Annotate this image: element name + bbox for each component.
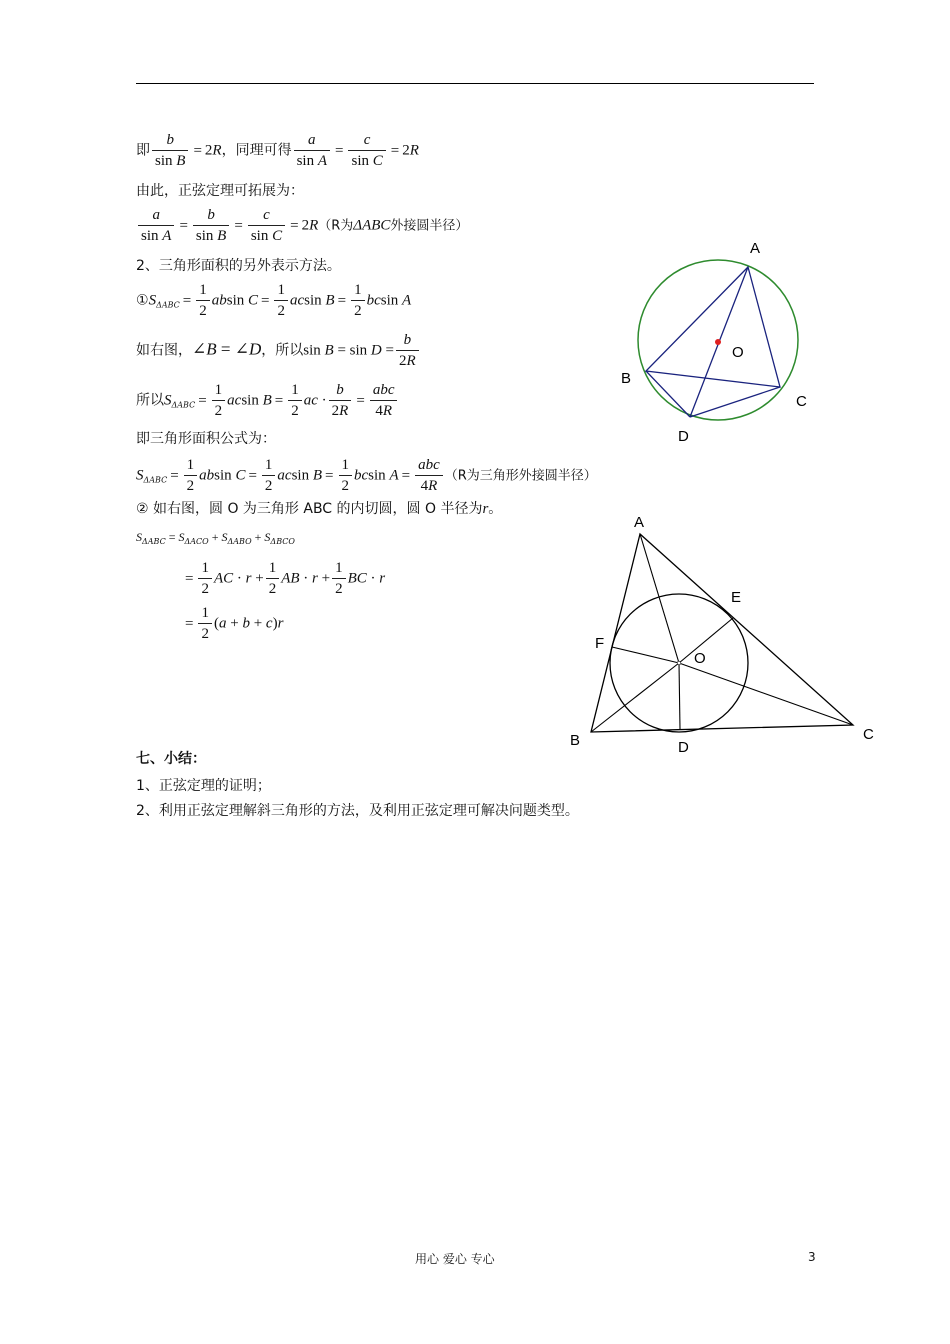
label-o: O bbox=[732, 344, 744, 361]
text: ① bbox=[136, 292, 149, 309]
formula-line-extended: $\frac{a}{\text{sin A}}$ = $\frac{b}{\text{sin B}}$ = $\frac{c}{\text{sin C}}$ = 2R（R为ΔABC外接圆半径） bbox=[136, 205, 468, 246]
text: （R为 bbox=[318, 218, 354, 234]
segment-of bbox=[612, 647, 679, 663]
segment-ao bbox=[640, 534, 679, 663]
formula-line-1: 即 $\frac{b}{\text{sin B}}$ = 2R，同理可得 $\frac{a}{\text{sin A}}$ = $\frac{c}{\text{sin C}}$ = 2R bbox=[136, 132, 419, 169]
label-f: F bbox=[595, 635, 605, 652]
summary-item-1: 1、正弦定理的证明； bbox=[136, 778, 271, 794]
segment-bo bbox=[591, 663, 679, 732]
label-b: B bbox=[570, 732, 581, 749]
center-point bbox=[677, 661, 681, 665]
page-number: 3 bbox=[808, 1250, 816, 1264]
formula-area-2: 所以$S_{\Delta ABC}$ = $\frac{1}{2}$ acsin B = $\frac{1}{2}$ ac · $\frac{b}{2R}$ = $\frac{\text{abc}}{4R}$ bbox=[136, 380, 399, 421]
label-d: D bbox=[678, 739, 689, 755]
text: 如右图， bbox=[136, 342, 192, 359]
segment-oe bbox=[679, 618, 733, 663]
text: ，同理可得 bbox=[221, 142, 292, 159]
formula-incircle-1: $S_{\Delta ABC} = S_{\Delta ACO} + S_{\Delta ABO} + S_{\Delta BCO}$ bbox=[136, 530, 295, 546]
text: 所以 bbox=[136, 392, 164, 409]
header-rule bbox=[136, 83, 814, 84]
formula-area-1: $①S_{\Delta ABC}$ = $\frac{1}{2}$ absin C = $\frac{1}{2}$ acsin B = $\frac{1}{2}$ bcsin A bbox=[136, 282, 412, 319]
text: 即 bbox=[136, 142, 150, 159]
paragraph: 2、三角形面积的另外表示方法。 bbox=[136, 258, 341, 274]
formula-incircle-2: = $\frac{1}{2}$ AC · r + $\frac{1}{2}$ AB · r + $\frac{1}{2}$ BC · r bbox=[185, 560, 386, 597]
paragraph: ② 如右图，圆 O 为三角形 ABC 的内切圆，圆 O 半径为r。 bbox=[136, 501, 503, 517]
text: ，所以 bbox=[261, 342, 304, 359]
incircle-figure bbox=[560, 505, 890, 755]
label-c: C bbox=[863, 726, 874, 743]
section-title: 七、小结： bbox=[136, 751, 206, 767]
triangle-abc bbox=[591, 534, 853, 732]
segment-cd bbox=[690, 387, 780, 417]
summary-item-2: 2、利用正弦定理解斜三角形的方法，及利用正弦定理可解决问题类型。 bbox=[136, 803, 579, 819]
center-point bbox=[715, 339, 721, 345]
label-c: C bbox=[796, 393, 807, 410]
segment-od bbox=[679, 663, 680, 729]
formula-incircle-3: = $\frac{1}{2}$ (a + b + c)r bbox=[185, 605, 284, 642]
formula-area-3: $S_{\Delta ABC}$ = $\frac{1}{2}$ absin C = $\frac{1}{2}$ acsin B = $\frac{1}{2}$ bcsin A = $\frac{\text{abc}}{4R}$ （R为三角形外接圆半径） bbox=[136, 457, 597, 494]
label-a: A bbox=[750, 240, 761, 257]
label-d: D bbox=[678, 428, 689, 445]
triangle-abc bbox=[646, 267, 780, 387]
segment-co bbox=[679, 663, 853, 725]
text: 。 bbox=[488, 501, 503, 517]
paragraph: 即三角形面积公式为： bbox=[136, 431, 276, 447]
circumcircle-figure bbox=[610, 235, 820, 450]
label-o: O bbox=[694, 650, 706, 667]
footer-text: 用心 爱心 专心 bbox=[415, 1252, 495, 1266]
text: 外接圆半径） bbox=[390, 218, 469, 234]
text: （R为三角形外接圆半径） bbox=[444, 468, 597, 484]
label-a: A bbox=[634, 514, 645, 531]
segment-bd bbox=[646, 371, 690, 417]
label-e: E bbox=[731, 589, 742, 606]
label-b: B bbox=[621, 370, 632, 387]
paragraph: 由此，正弦定理可拓展为： bbox=[136, 183, 304, 199]
text: ② 如右图，圆 O 为三角形 ABC 的内切圆，圆 O 半径为 bbox=[136, 501, 483, 517]
formula-angle: 如右图，∠B = ∠D，所以sin B = sin D = $\frac{b}{2R}$ bbox=[136, 330, 421, 371]
